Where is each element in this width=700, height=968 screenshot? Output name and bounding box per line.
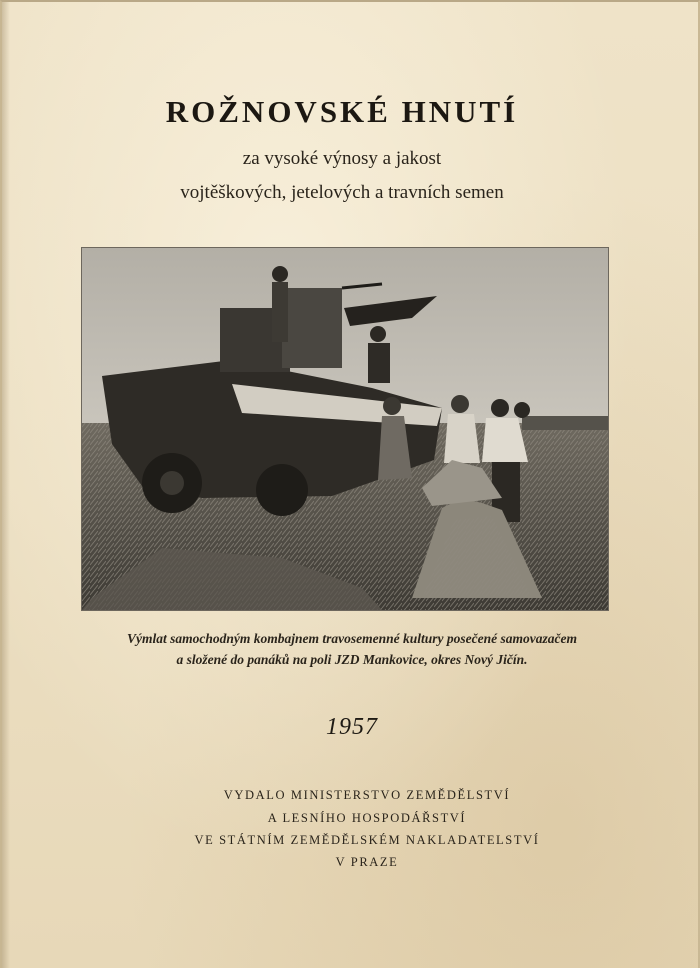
cover-title: ROŽNOVSKÉ HNUTÍ	[165, 94, 519, 129]
cover-subtitle-line-1: za vysoké výnosy a jakost	[242, 148, 442, 169]
publisher-line-4: V PRAZE	[335, 855, 399, 869]
publication-year: 1957	[326, 714, 378, 740]
cover-photo	[82, 248, 608, 610]
photo-caption-line-1: Výmlat samochodným kombajnem travosemenné kultury posečené samovazačem	[127, 631, 577, 646]
publisher-line-1: VYDALO MINISTERSTVO ZEMĚDĚLSTVÍ	[223, 788, 511, 802]
publisher-line-2: A LESNÍHO HOSPODÁŘSTVÍ	[267, 811, 467, 825]
harvest-combine-photo	[82, 248, 608, 610]
publisher-line-3: VE STÁTNÍM ZEMĚDĚLSKÉM NAKLADATELSTVÍ	[194, 833, 540, 847]
cover-subtitle-line-2: vojtěškových, jetelových a travních semen	[180, 182, 504, 203]
photo-caption-line-2: a složené do panáků na poli JZD Mankovice, okres Nový Jičín.	[176, 652, 528, 667]
